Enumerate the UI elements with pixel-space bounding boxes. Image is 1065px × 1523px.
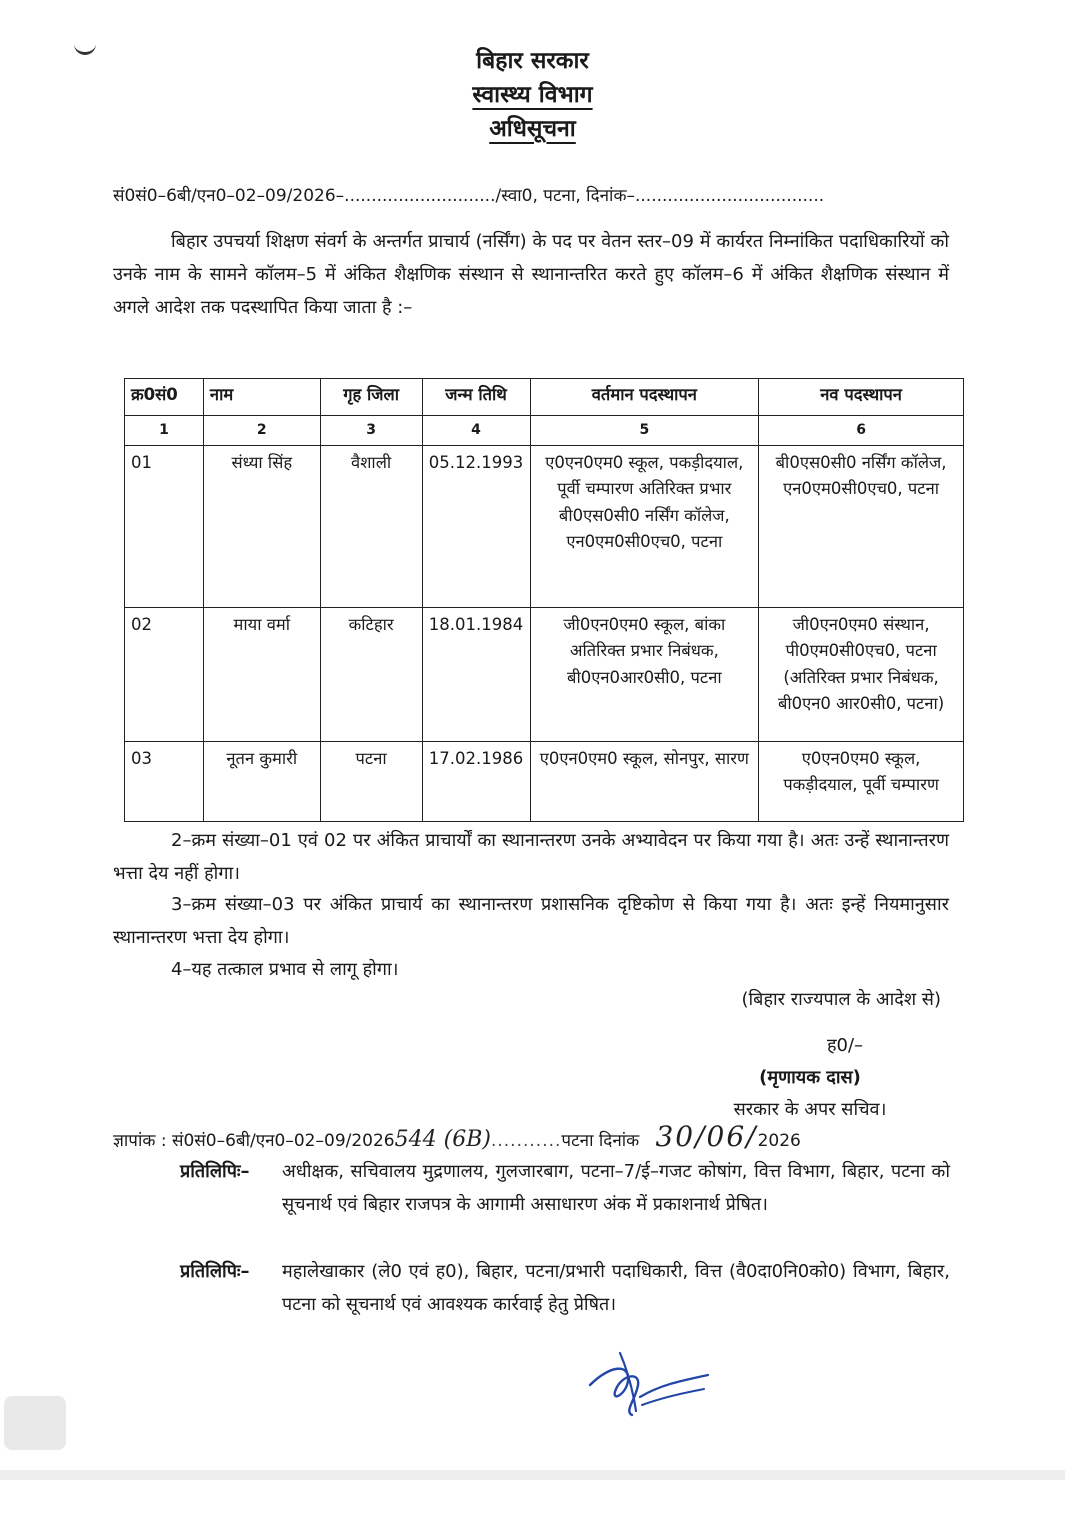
copy-label: प्रतिलिपिः– — [180, 1161, 250, 1182]
cell-name: संध्या सिंह — [203, 445, 320, 607]
col-number: 3 — [320, 416, 422, 446]
col-header-name: नाम — [203, 379, 320, 416]
cell-dob: 18.01.1984 — [422, 607, 530, 741]
column-number-row — [125, 416, 964, 446]
intro-paragraph: बिहार उपचर्या शिक्षण संवर्ग के अन्तर्गत प्राचार्य (नर्सिंग) के पद पर वेतन स्तर–09 में कार्यरत निम्नांकित पदाधिकारियों को उनके नाम के सामने कॉलम–5 में अंकित शैक्षणिक संस्थान से स्थानान्तरित करते हुए कॉलम–6 में अंकित शैक्षणिक संस्थान में अगले आदेश तक पदस्थापित किया जाता है :– — [113, 231, 949, 318]
signatory-block — [690, 1030, 930, 1126]
copy-label: प्रतिलिपिः– — [180, 1261, 250, 1282]
signed-mark: ह0/– — [826, 1035, 864, 1056]
cell-district: पटना — [320, 741, 422, 821]
table-row — [125, 607, 964, 741]
memo-number-handwritten: 544 (6B) — [394, 1127, 491, 1152]
col-number: 2 — [203, 416, 320, 446]
signatory-name: (मृणायक दास) — [759, 1067, 861, 1088]
cell-current-posting: जी0एन0एम0 स्कूल, बांका अतिरिक्त प्रभार निबंधक, बी0एन0आर0सी0, पटना — [530, 607, 759, 741]
memo-date-handwritten: 30/06/ — [655, 1120, 758, 1153]
government-title: बिहार सरकार — [476, 48, 589, 74]
bottom-edge — [0, 1470, 1065, 1480]
memo-year: 2026 — [757, 1131, 801, 1151]
copy-to-2 — [180, 1255, 950, 1321]
cell-sr: 02 — [125, 607, 204, 741]
posting-table — [124, 378, 964, 822]
cell-new-posting: बी0एस0सी0 नर्सिंग कॉलेज, एन0एम0सी0एच0, पटना — [759, 445, 964, 607]
reference-line: सं0सं0–6बी/एन0–02–09/2026–............................/स्वा0, पटना, दिनांक–................................... — [113, 186, 825, 206]
cell-new-posting: जी0एन0एम0 संस्थान, पी0एम0सी0एच0, पटना (अतिरिक्त प्रभार निबंधक, बी0एन0 आर0सी0, पटना) — [759, 607, 964, 741]
col-number: 6 — [759, 416, 964, 446]
col-header-new: नव पदस्थापन — [759, 379, 964, 416]
cell-current-posting: ए0एन0एम0 स्कूल, सोनपुर, सारण — [530, 741, 759, 821]
by-order-line: (बिहार राज्यपाल के आदेश से) — [741, 989, 941, 1010]
col-number: 5 — [530, 416, 759, 446]
memo-place-date-label: पटना दिनांक — [561, 1131, 640, 1151]
scroll-handle[interactable] — [4, 1396, 66, 1450]
signatory-designation: सरकार के अपर सचिव। — [733, 1099, 887, 1120]
handwritten-signature — [580, 1345, 720, 1425]
copy-text: महालेखाकार (ले0 एवं ह0), बिहार, पटना/प्रभारी पदाधिकारी, वित्त (वै0दा0नि0को0) विभाग, बिहार, पटना को सूचनार्थ एवं आवश्यक कार्रवाई हेतु प्रेषित। — [282, 1261, 950, 1315]
table-row — [125, 445, 964, 607]
copy-to-1 — [180, 1155, 950, 1221]
cell-district: वैशाली — [320, 445, 422, 607]
table-row — [125, 741, 964, 821]
paragraph-3: 3–क्रम संख्या–03 पर अंकित प्राचार्य का स्थानान्तरण प्रशासनिक दृष्टिकोण से किया गया है। अतः इन्हें नियमानुसार स्थानान्तरण भत्ता देय होगा। — [113, 894, 949, 948]
col-number: 1 — [125, 416, 204, 446]
cell-dob: 17.02.1986 — [422, 741, 530, 821]
memo-prefix: ज्ञापांक : सं0सं0–6बी/एन0–02–09/2026 — [113, 1131, 395, 1151]
cell-name: नूतन कुमारी — [203, 741, 320, 821]
memo-line — [113, 1120, 801, 1153]
paragraph-4: 4–यह तत्काल प्रभाव से लागू होगा। — [171, 959, 399, 980]
cell-dob: 05.12.1993 — [422, 445, 530, 607]
paragraph-2: 2–क्रम संख्या–01 एवं 02 पर अंकित प्राचार्यों का स्थानान्तरण उनके अभ्यावेदन पर किया गया है। अतः उन्हें स्थानान्तरण भत्ता देय नहीं होगा। — [113, 830, 949, 884]
col-number: 4 — [422, 416, 530, 446]
document-header — [0, 44, 1065, 146]
col-header-district: गृह जिला — [320, 379, 422, 416]
cell-name: माया वर्मा — [203, 607, 320, 741]
col-header-current: वर्तमान पदस्थापन — [530, 379, 759, 416]
cell-sr: 01 — [125, 445, 204, 607]
department-title: स्वास्थ्य विभाग — [472, 82, 593, 108]
cell-current-posting: ए0एन0एम0 स्कूल, पकड़ीदयाल, पूर्वी चम्पारण अतिरिक्त प्रभार बी0एस0सी0 नर्सिंग कॉलेज, एन0एम0सी0एच0, पटना — [530, 445, 759, 607]
cell-sr: 03 — [125, 741, 204, 821]
cell-district: कटिहार — [320, 607, 422, 741]
col-header-dob: जन्म तिथि — [422, 379, 530, 416]
memo-dots: ........... — [490, 1131, 562, 1151]
doc-type-title: अधिसूचना — [489, 116, 576, 142]
col-header-sr: क्र0सं0 — [125, 379, 204, 416]
table-header-row — [125, 379, 964, 416]
copy-text: अधीक्षक, सचिवालय मुद्रणालय, गुलजारबाग, पटना–7/ई–गजट कोषांग, वित्त विभाग, बिहार, पटना को सूचनार्थ एवं बिहार राजपत्र के आगामी असाधारण अंक में प्रकाशनार्थ प्रेषित। — [282, 1161, 950, 1215]
cell-new-posting: ए0एन0एम0 स्कूल, पकड़ीदयाल, पूर्वी चम्पारण — [759, 741, 964, 821]
